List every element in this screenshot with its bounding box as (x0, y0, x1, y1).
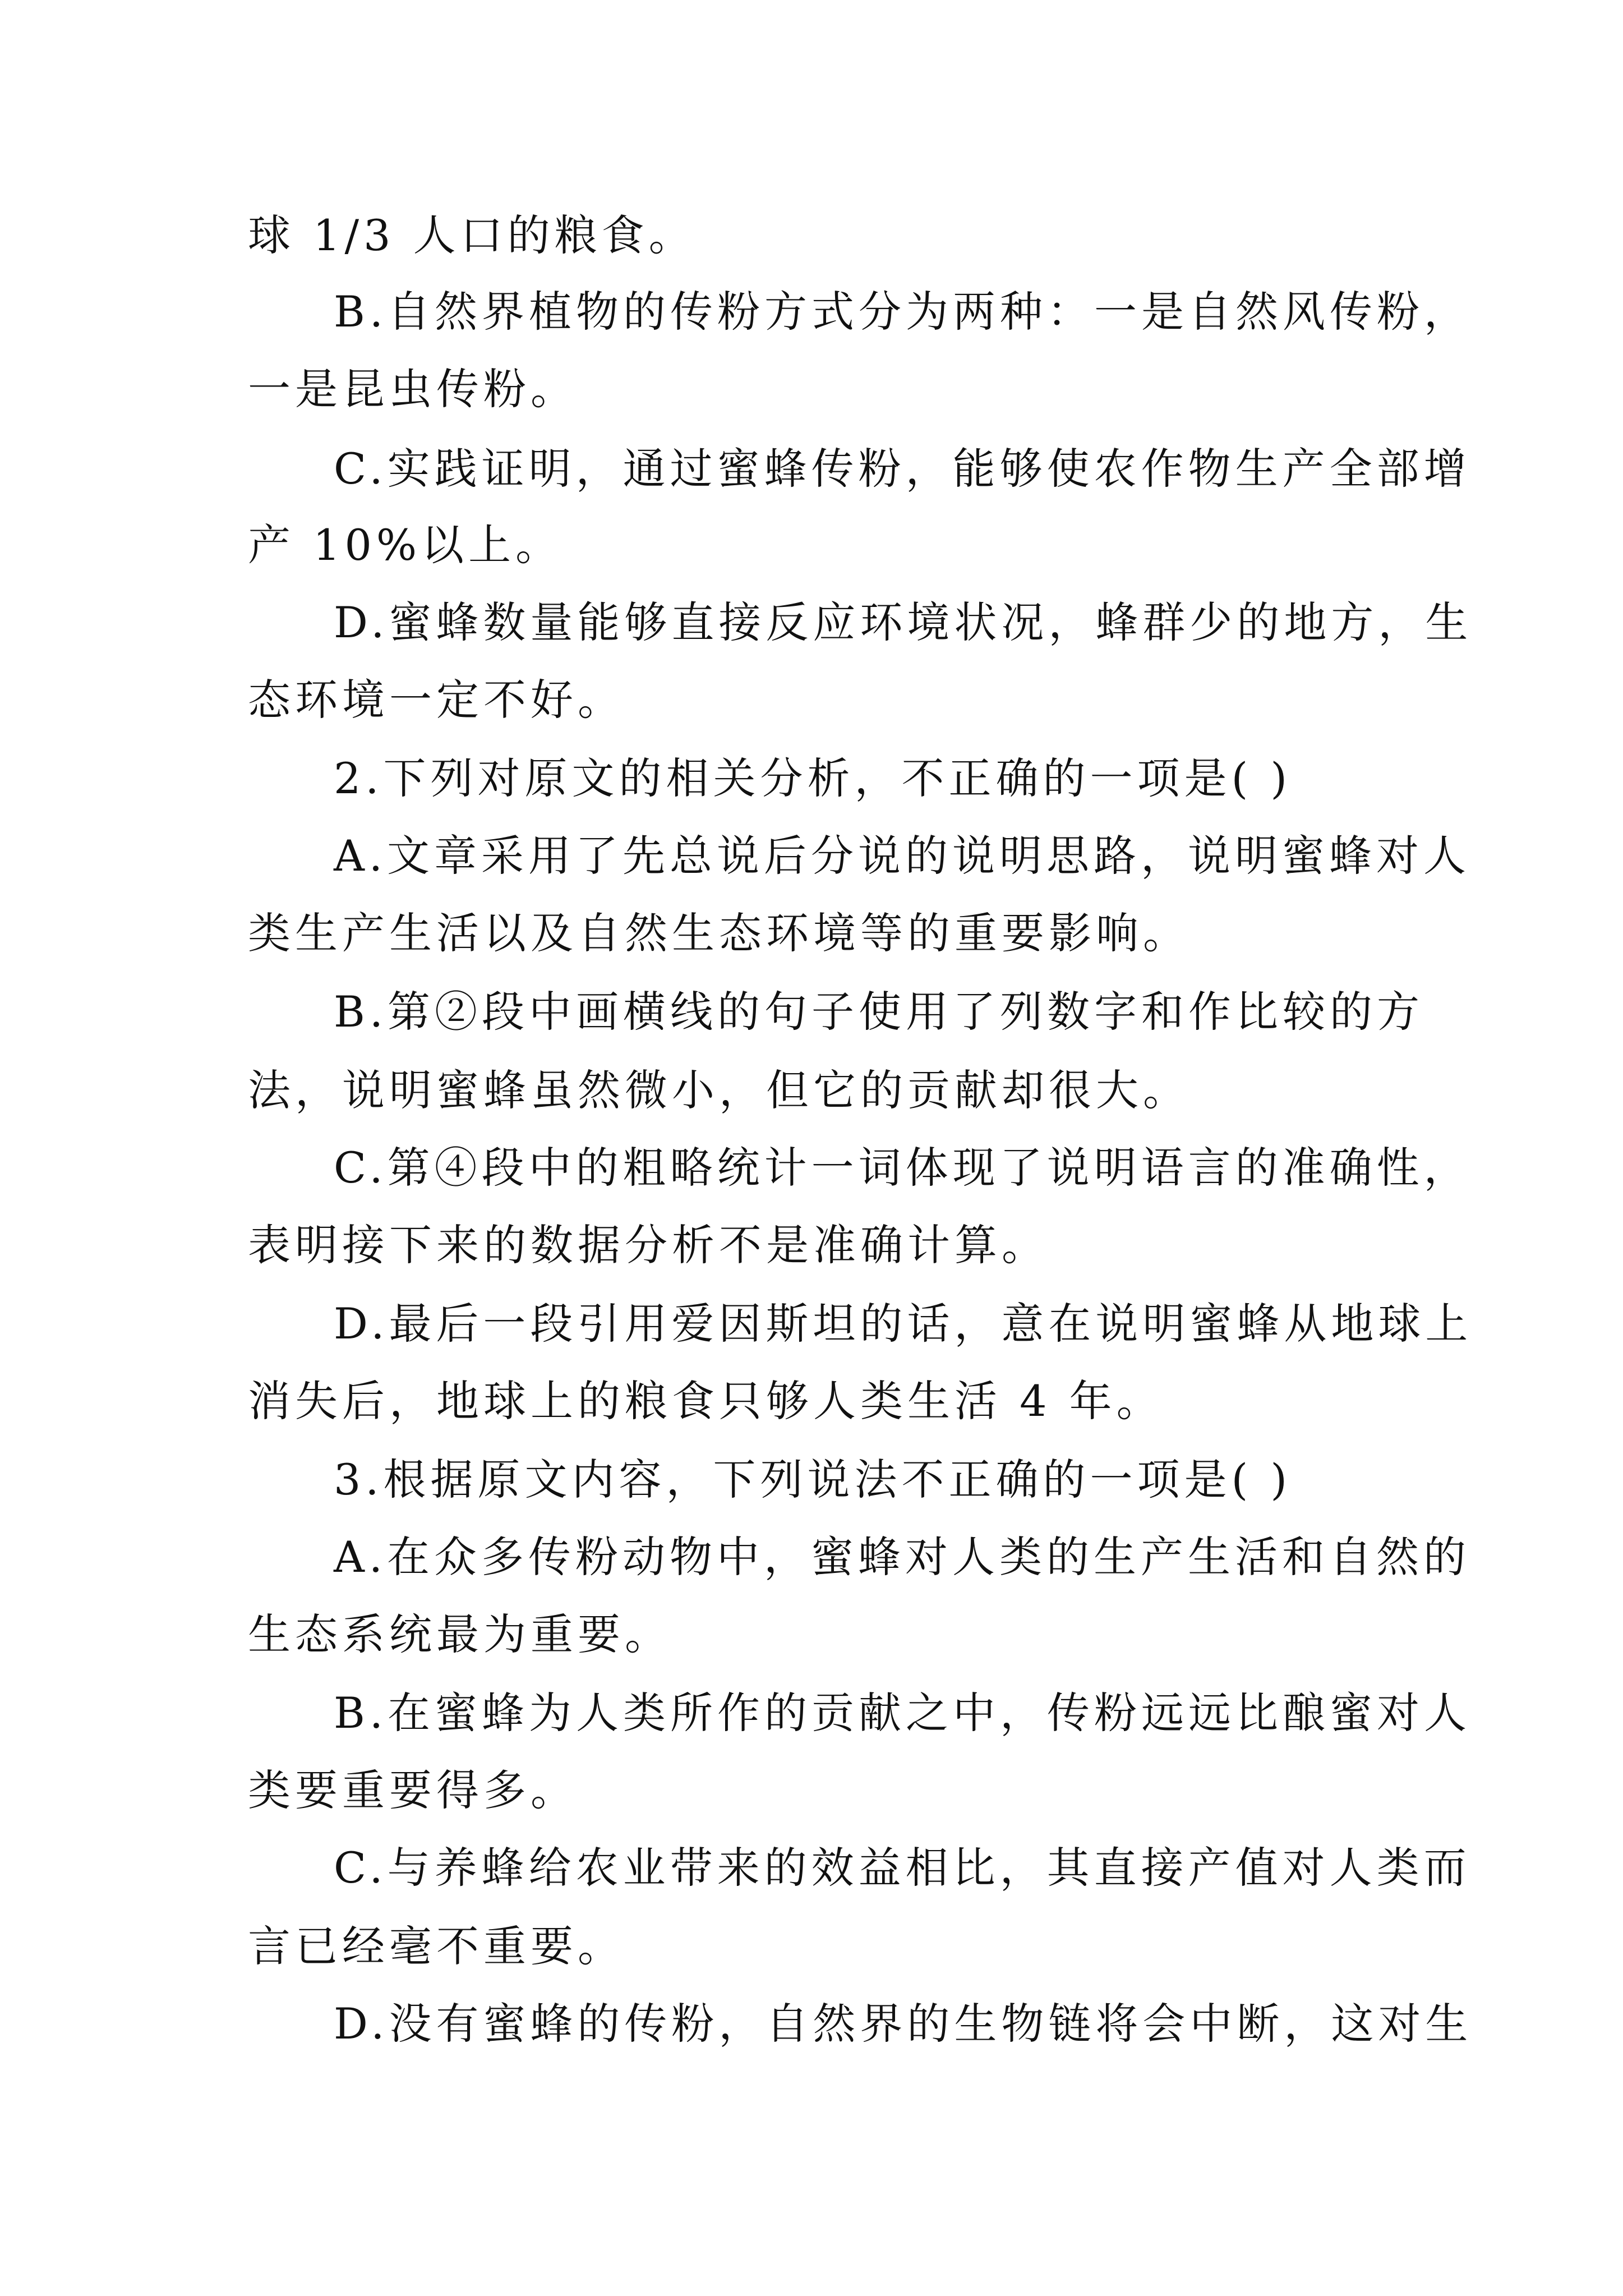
text-line: 法，说明蜜蜂虽然微小，但它的贡献却很大。 (248, 1065, 1190, 1115)
option-b-line: B.第②段中画横线的句子使用了列数字和作比较的方 (334, 987, 1424, 1037)
option-a-line: A.文章采用了先总说后分说的说明思路，说明蜜蜂对人 (334, 831, 1471, 881)
text-line: 消失后，地球上的粮食只够人类生活 4 年。 (248, 1376, 1164, 1426)
text-line: 表明接下来的数据分析不是准确计算。 (248, 1220, 1049, 1270)
text-line: 言已经毫不重要。 (248, 1921, 625, 1971)
text-line: 态环境一定不好。 (248, 675, 625, 725)
text-line: 生态系统最为重要。 (248, 1609, 672, 1659)
option-d-line: D.没有蜜蜂的传粉，自然界的生物链将会中断，这对生 (334, 1999, 1473, 2049)
option-c-line: C.与养蜂给农业带来的效益相比，其直接产值对人类而 (334, 1843, 1471, 1893)
option-d-line: D.蜜蜂数量能够直接反应环境状况，蜂群少的地方，生 (334, 597, 1473, 647)
option-d-line: D.最后一段引用爱因斯坦的话，意在说明蜜蜂从地球上 (334, 1299, 1473, 1349)
text-line: 球 1/3 人口的粮食。 (248, 210, 696, 260)
text-line: 产 10%以上。 (248, 520, 563, 570)
option-c-line: C.第④段中的粗略统计一词体现了说明语言的准确性， (334, 1143, 1471, 1193)
text-line: 一是昆虫传粉。 (248, 364, 578, 414)
text-line: 类生产生活以及自然生态环境等的重要影响。 (248, 908, 1190, 958)
question-3: 3.根据原文内容，下列说法不正确的一项是( ) (334, 1455, 1292, 1504)
question-2: 2.下列对原文的相关分析，不正确的一项是( ) (334, 753, 1292, 803)
option-b-line: B.在蜜蜂为人类所作的贡献之中，传粉远远比酿蜜对人 (334, 1688, 1472, 1738)
text-line: 类要重要得多。 (248, 1765, 578, 1815)
option-a-line: A.在众多传粉动物中，蜜蜂对人类的生产生活和自然的 (334, 1532, 1471, 1582)
option-b-line: B.自然界植物的传粉方式分为两种：一是自然风传粉， (334, 287, 1472, 337)
option-c-line: C.实践证明，通过蜜蜂传粉，能够使农作物生产全部增 (334, 444, 1471, 494)
